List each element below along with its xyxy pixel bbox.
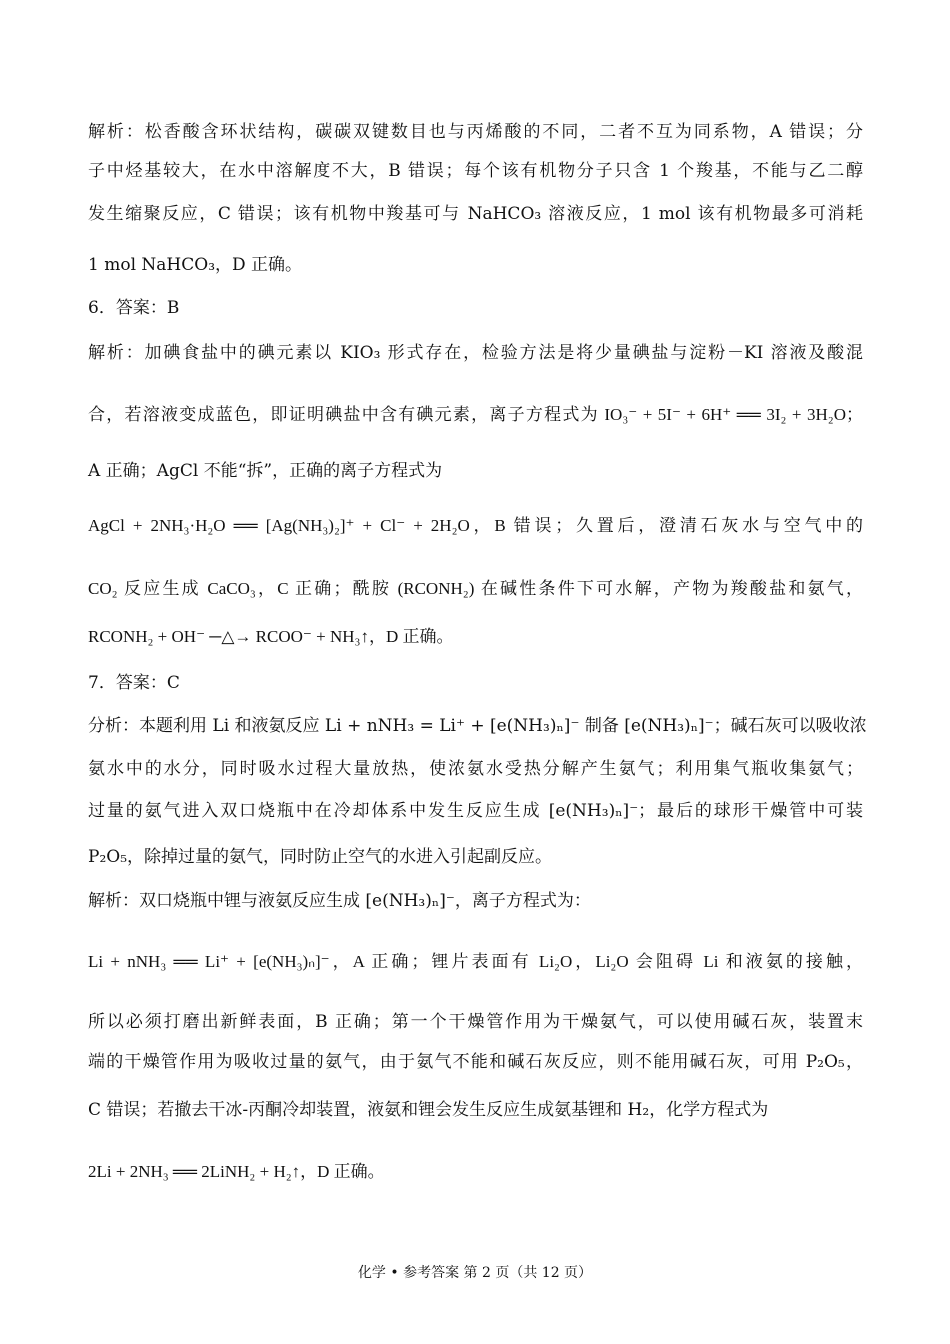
text-line: 解析：双口烧瓶中锂与液氨反应生成 [e(NH₃)ₙ]⁻，离子方程式为： xyxy=(88,891,591,911)
answer-heading: 6．答案：B xyxy=(88,298,180,318)
text-line: 解析：加碘食盐中的碘元素以 KIO₃ 形式存在，检验方法是将少量碘盐与淀粉－KI 溶液及酸混 xyxy=(88,343,863,363)
text-line: 所以必须打磨出新鲜表面，B 正确；第一个干燥管作用为干燥氨气，可以使用碱石灰，装置末 xyxy=(88,1012,863,1032)
text-line: 端的干燥管作用为吸收过量的氨气，由于氨气不能和碱石灰反应，则不能用碱石灰，可用 P₂O₅， xyxy=(88,1052,863,1072)
text-line: 氨水中的水分，同时吸水过程大量放热，使浓氨水受热分解产生氨气；利用集气瓶收集氨气； xyxy=(88,759,863,779)
page-footer: 化学 • 参考答案 第 2 页（共 12 页） xyxy=(357,1265,593,1281)
equation-line: RCONH₂ + OH⁻ ─△→ RCOO⁻ + NH₃↑，D 正确。 xyxy=(88,627,454,646)
text-line: 过量的氨气进入双口烧瓶中在冷却体系中发生反应生成 [e(NH₃)ₙ]⁻；最后的球形干燥管中可装 xyxy=(88,801,863,821)
text-line: C 错误；若撤去干冰-丙酮冷却装置，液氨和锂会发生反应生成氨基锂和 H₂，化学方程式为 xyxy=(88,1100,769,1120)
text-line: A 正确；AgCl 不能“拆”，正确的离子方程式为 xyxy=(88,461,443,481)
text-line: 1 mol NaHCO₃，D 正确。 xyxy=(88,255,303,275)
answer-heading: 7．答案：C xyxy=(88,673,180,693)
text-line: P₂O₅，除掉过量的氨气，同时防止空气的水进入引起副反应。 xyxy=(88,847,553,867)
equation-line: AgCl + 2NH₃·H₂O ══ [Ag(NH₃)₂]⁺ + Cl⁻ + 2H₂O，B 错误；久置后，澄清石灰水与空气中的 xyxy=(88,516,863,535)
equation-line: CO₂ 反应生成 CaCO₃，C 正确；酰胺 (RCONH₂) 在碱性条件下可水解，产物为羧酸盐和氨气， xyxy=(88,579,863,598)
text-line: 分析：本题利用 Li 和液氨反应 Li + nNH₃ = Li⁺ + [e(NH₃)ₙ]⁻ 制备 [e(NH₃)ₙ]⁻；碱石灰可以吸收浓 xyxy=(88,716,867,736)
text-line: 发生缩聚反应，C 错误；该有机物中羧基可与 NaHCO₃ 溶液反应，1 mol 该有机物最多可消耗 xyxy=(88,204,863,224)
text-line: 子中烃基较大，在水中溶解度不大，B 错误；每个该有机物分子只含 1 个羧基，不能与乙二醇 xyxy=(88,161,863,181)
equation-line: 2Li + 2NH₃ ══ 2LiNH₂ + H₂↑，D 正确。 xyxy=(88,1162,385,1181)
text-line: 解析：松香酸含环状结构，碳碳双键数目也与丙烯酸的不同，二者不互为同系物，A 错误；分 xyxy=(88,122,863,142)
equation-line: Li + nNH₃ ══ Li⁺ + [e(NH₃)ₙ]⁻，A 正确；锂片表面有 Li₂O，Li₂O 会阻碍 Li 和液氨的接触， xyxy=(88,952,863,971)
equation-line: 合，若溶液变成蓝色，即证明碘盐中含有碘元素，离子方程式为 IO₃⁻ + 5I⁻ + 6H⁺ ══ 3I₂ + 3H₂O； xyxy=(88,405,863,424)
